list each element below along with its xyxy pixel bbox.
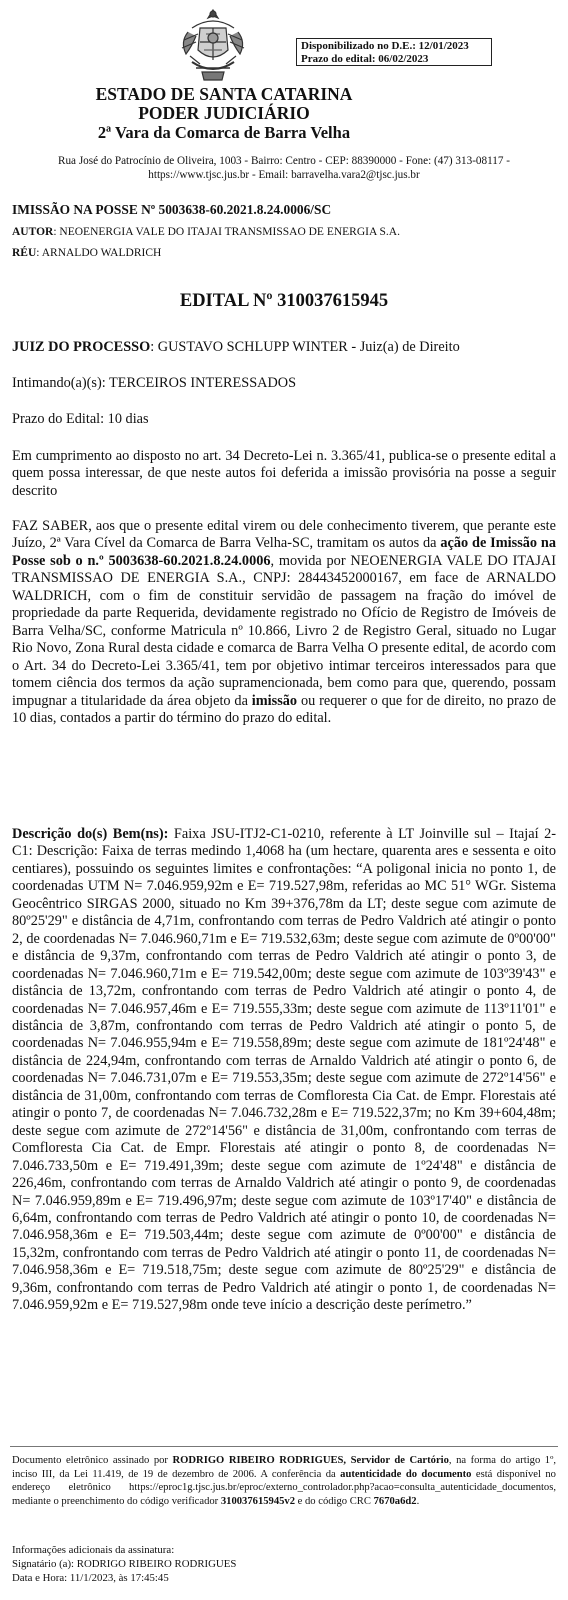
signature-info bbox=[12, 1544, 556, 1585]
process-title: IMISSÃO NA POSSE Nº 5003638-60.2021.8.24.0006/SC bbox=[12, 202, 332, 217]
signature-header: Informações adicionais da assinatura: bbox=[12, 1544, 175, 1556]
description-label: Descrição do(s) Bem(ns): bbox=[12, 826, 169, 842]
footer-text-1: Documento eletrônico assinado por bbox=[12, 1455, 173, 1466]
address-line-2: https://www.tjsc.jus.br - Email: barravelha.vara2@tjsc.jus.br bbox=[148, 169, 420, 181]
published-date: Disponibilizado no D.E.: 12/01/2023 bbox=[301, 40, 469, 52]
intimados-line: Intimando(a)(s): TERCEIROS INTERESSADOS bbox=[12, 375, 297, 391]
footer-text-7: e do código CRC bbox=[295, 1496, 374, 1508]
footer-text-3: , na forma do artigo 1º, inciso III, da Lei 11.419, de 19 de dezembro de 2006. A conferência da bbox=[12, 1455, 557, 1480]
judge-name: : GUSTAVO SCHLUPP WINTER - Juiz(a) de Direito bbox=[150, 339, 460, 355]
edital-title: EDITAL Nº 310037615945 bbox=[179, 291, 389, 311]
faz-saber-text-c: , movida por NEOENERGIA VALE DO ITAJAI TRANSMISSAO DE ENERGIA S.A., CNPJ: 28443452000167, em face de ARNALDO WALDRICH, com o fim de constituir servidão de passagem na fração do imóvel de propriedade da parte Requerida, devidamente registrado no Ofício de Registro de Imóveis de Barra Velha/SC, conforme Matricula nº 10.866, Livro 2 de Registro Geral, situado no Lugar Rio Novo, Zona Rural desta cidade e comarca de Barra Velha O presente edital, de acordo com o Art. 34 do Decreto-Lei 3.365/41, tem por objetivo intimar terceiros interessados para que tomem ciência dos termos da ação supramencionada, bem como para que, querendo, possam impugnar a titularidade da área objeto da bbox=[12, 552, 556, 709]
defendant-name: ARNALDO WALDRICH bbox=[41, 247, 162, 259]
author-name: NEOENERGIA VALE DO ITAJAI TRANSMISSAO DE ENERGIA S.A. bbox=[59, 226, 400, 238]
judge-line bbox=[12, 339, 460, 356]
footer-signer: RODRIGO RIBEIRO RODRIGUES, Servidor de Cartório bbox=[172, 1455, 449, 1466]
defendant-label: RÉU bbox=[12, 247, 37, 259]
footer-authenticity: autenticidade do documento bbox=[340, 1468, 472, 1480]
faz-saber-action: ação de Imissão na Posse sob o n.º 5003638-60.2021.8.24.0006 bbox=[12, 535, 557, 569]
description-text: Faixa JSU-ITJ2-C1-0210, referente à LT Joinville sul – Itajaí 2- C1: Descrição: Faixa de terras medindo 1,4068 ha (um hectare, quarenta ares e sessenta e oito centiares), possuindo os seguintes limites e confrontações: “A poligonal inicia no ponto 1, de coordenadas UTM N= 7.046.959,92m e E= 719.527,98m, referidas ao MC 51° WGr. Sistema Geocêntrico SIRGAS 2000, situado no Km 39+376,78m da LT; deste segue com azimute de 80º25'29" e distância de 4,71m, confrontando com terras de Pedro Valdrich até atingir o ponto 2, de coordenadas N= 7.046.960,71m e E= 719.532,63m; deste segue com azimute de 0º00'00" e distância de 9,37m, confrontando com terras de Pedro Valdrich até atingir o ponto 3, de coordenadas N= 7.046.960,71m e E= 719.542,00m; deste segue com azimute de 103º39'43" e distância de 13,72m, confrontando com terras de Pedro Valdrich até atingir o ponto 4, de coordenadas N= 7.046.957,46m e E= 719.555,33m; deste segue com azimute de 113º11'01" e distância de 3,87m, confrontando com terras de Pedro Valdrich até atingir o ponto 5, de coordenadas N= 7.046.955,94m e E= 719.558,89m; deste segue com azimute de 181º24'48" e distância de 224,94m, confrontando com terras de Arnaldo Valdrich até atingir o ponto 6, de coordenadas N= 7.046.731,07m e E= 719.553,35m; deste segue com azimute de 272º14'56" e distância de 31,00m, confrontando com terras de Comfloresta Cia Cat. de Empr. Florestais até atingir o ponto 7, de coordenadas N= 7.046.732,28m e E= 719.522,37m; no Km 39+604,48m; deste segue com azimute de 272º14'56" e distância de 31,00m, confrontando com terras de Comfloresta Cia Cat. de Empr. Florestais até atingir o ponto 8, de coordenadas N= 7.046.733,50m e E= 719.491,39m; deste segue com azimute de 1º24'48" e distância de 226,46m, confrontando com terras de Arnaldo Valdrich até atingir o ponto 9, de coordenadas N= 7.046.959,89m e E= 719.496,97m; deste segue com azimute de 103º17'40" e distância de 6,64m, confrontando com terras de Pedro Valdrich até atingir o ponto 10, de coordenadas N= 7.046.958,36m e E= 719.503,44m; deste segue com azimute de 0º00'00" e distância de 15,32m, confrontando com terras de Pedro Valdrich até atingir o ponto 11, de coordenadas N= 7.046.958,36m e E= 719.518,75m; deste segue com azimute de 80º25'29" e distância de 9,36m, confrontando com terras de Pedro Valdrich até atingir o ponto 1, de coordenadas N= 7.046.959,92m e E= 719.527,98m onde teve início a descrição deste perímetro.” bbox=[12, 826, 556, 1314]
power-name: PODER JUDICIÁRIO bbox=[138, 103, 310, 123]
faz-saber-text-e: ou requerer o que for de direito, no prazo de 10 dias, contados a partir do término do prazo do edital. bbox=[12, 692, 556, 726]
paragraph-faz-saber bbox=[12, 518, 556, 727]
faz-saber-imissao: imissão bbox=[251, 692, 298, 709]
paragraph-description bbox=[12, 826, 556, 1315]
signature-datetime: Data e Hora: 11/1/2023, às 17:45:45 bbox=[12, 1571, 169, 1584]
defendant-line: RÉU: ARNALDO WALDRICH bbox=[12, 247, 162, 259]
footer-divider bbox=[10, 1446, 558, 1447]
prazo-line: Prazo do Edital: 10 dias bbox=[12, 411, 149, 427]
signature-notice bbox=[12, 1454, 556, 1509]
judge-label: JUIZ DO PROCESSO bbox=[12, 339, 151, 355]
footer-url-text: está disponível no endereço eletrônico https://eproc1g.tjsc.jus.br/eproc/externo_controlador.php?acao=consulta_autenticidade_documentos, mediante o preenchimento do código verificador bbox=[12, 1468, 556, 1508]
footer-text-9: . bbox=[416, 1496, 420, 1508]
author-label: AUTOR bbox=[12, 226, 54, 238]
santa-catarina-coat-of-arms-icon bbox=[178, 6, 248, 84]
author-line: AUTOR: NEOENERGIA VALE DO ITAJAI TRANSMISSAO DE ENERGIA S.A. bbox=[12, 226, 400, 238]
state-name: ESTADO DE SANTA CATARINA bbox=[95, 84, 353, 104]
court-vara: 2ª Vara da Comarca de Barra Velha bbox=[97, 123, 351, 142]
footer-crc-code: 7670a6d2 bbox=[373, 1496, 417, 1508]
court-header bbox=[84, 85, 364, 142]
signatory: Signatário (a): RODRIGO RIBEIRO RODRIGUES bbox=[12, 1557, 237, 1570]
court-address bbox=[10, 154, 558, 182]
address-line-1: Rua José do Patrocínio de Oliveira, 1003 - Bairro: Centro - CEP: 88390000 - Fone: (47) 313-08117 - bbox=[58, 155, 510, 167]
edital-deadline: Prazo do edital: 06/02/2023 bbox=[301, 53, 429, 65]
paragraph-intro: Em cumprimento ao disposto no art. 34 Decreto-Lei n. 3.365/41, publica-se o presente edital a quem possa interessar, de que neste autos foi deferida a imissão provisória na posse a seguir descrito bbox=[12, 448, 556, 499]
footer-verifier-code: 310037615945v2 bbox=[220, 1496, 296, 1508]
publication-stamp bbox=[296, 38, 492, 66]
faz-saber-text-a: FAZ SABER, aos que o presente edital virem ou dele conhecimento tiverem, que perante este Juízo, 2ª Vara Cível da Comarca de Barra Velha-SC, tramitam os autos da bbox=[12, 518, 556, 552]
